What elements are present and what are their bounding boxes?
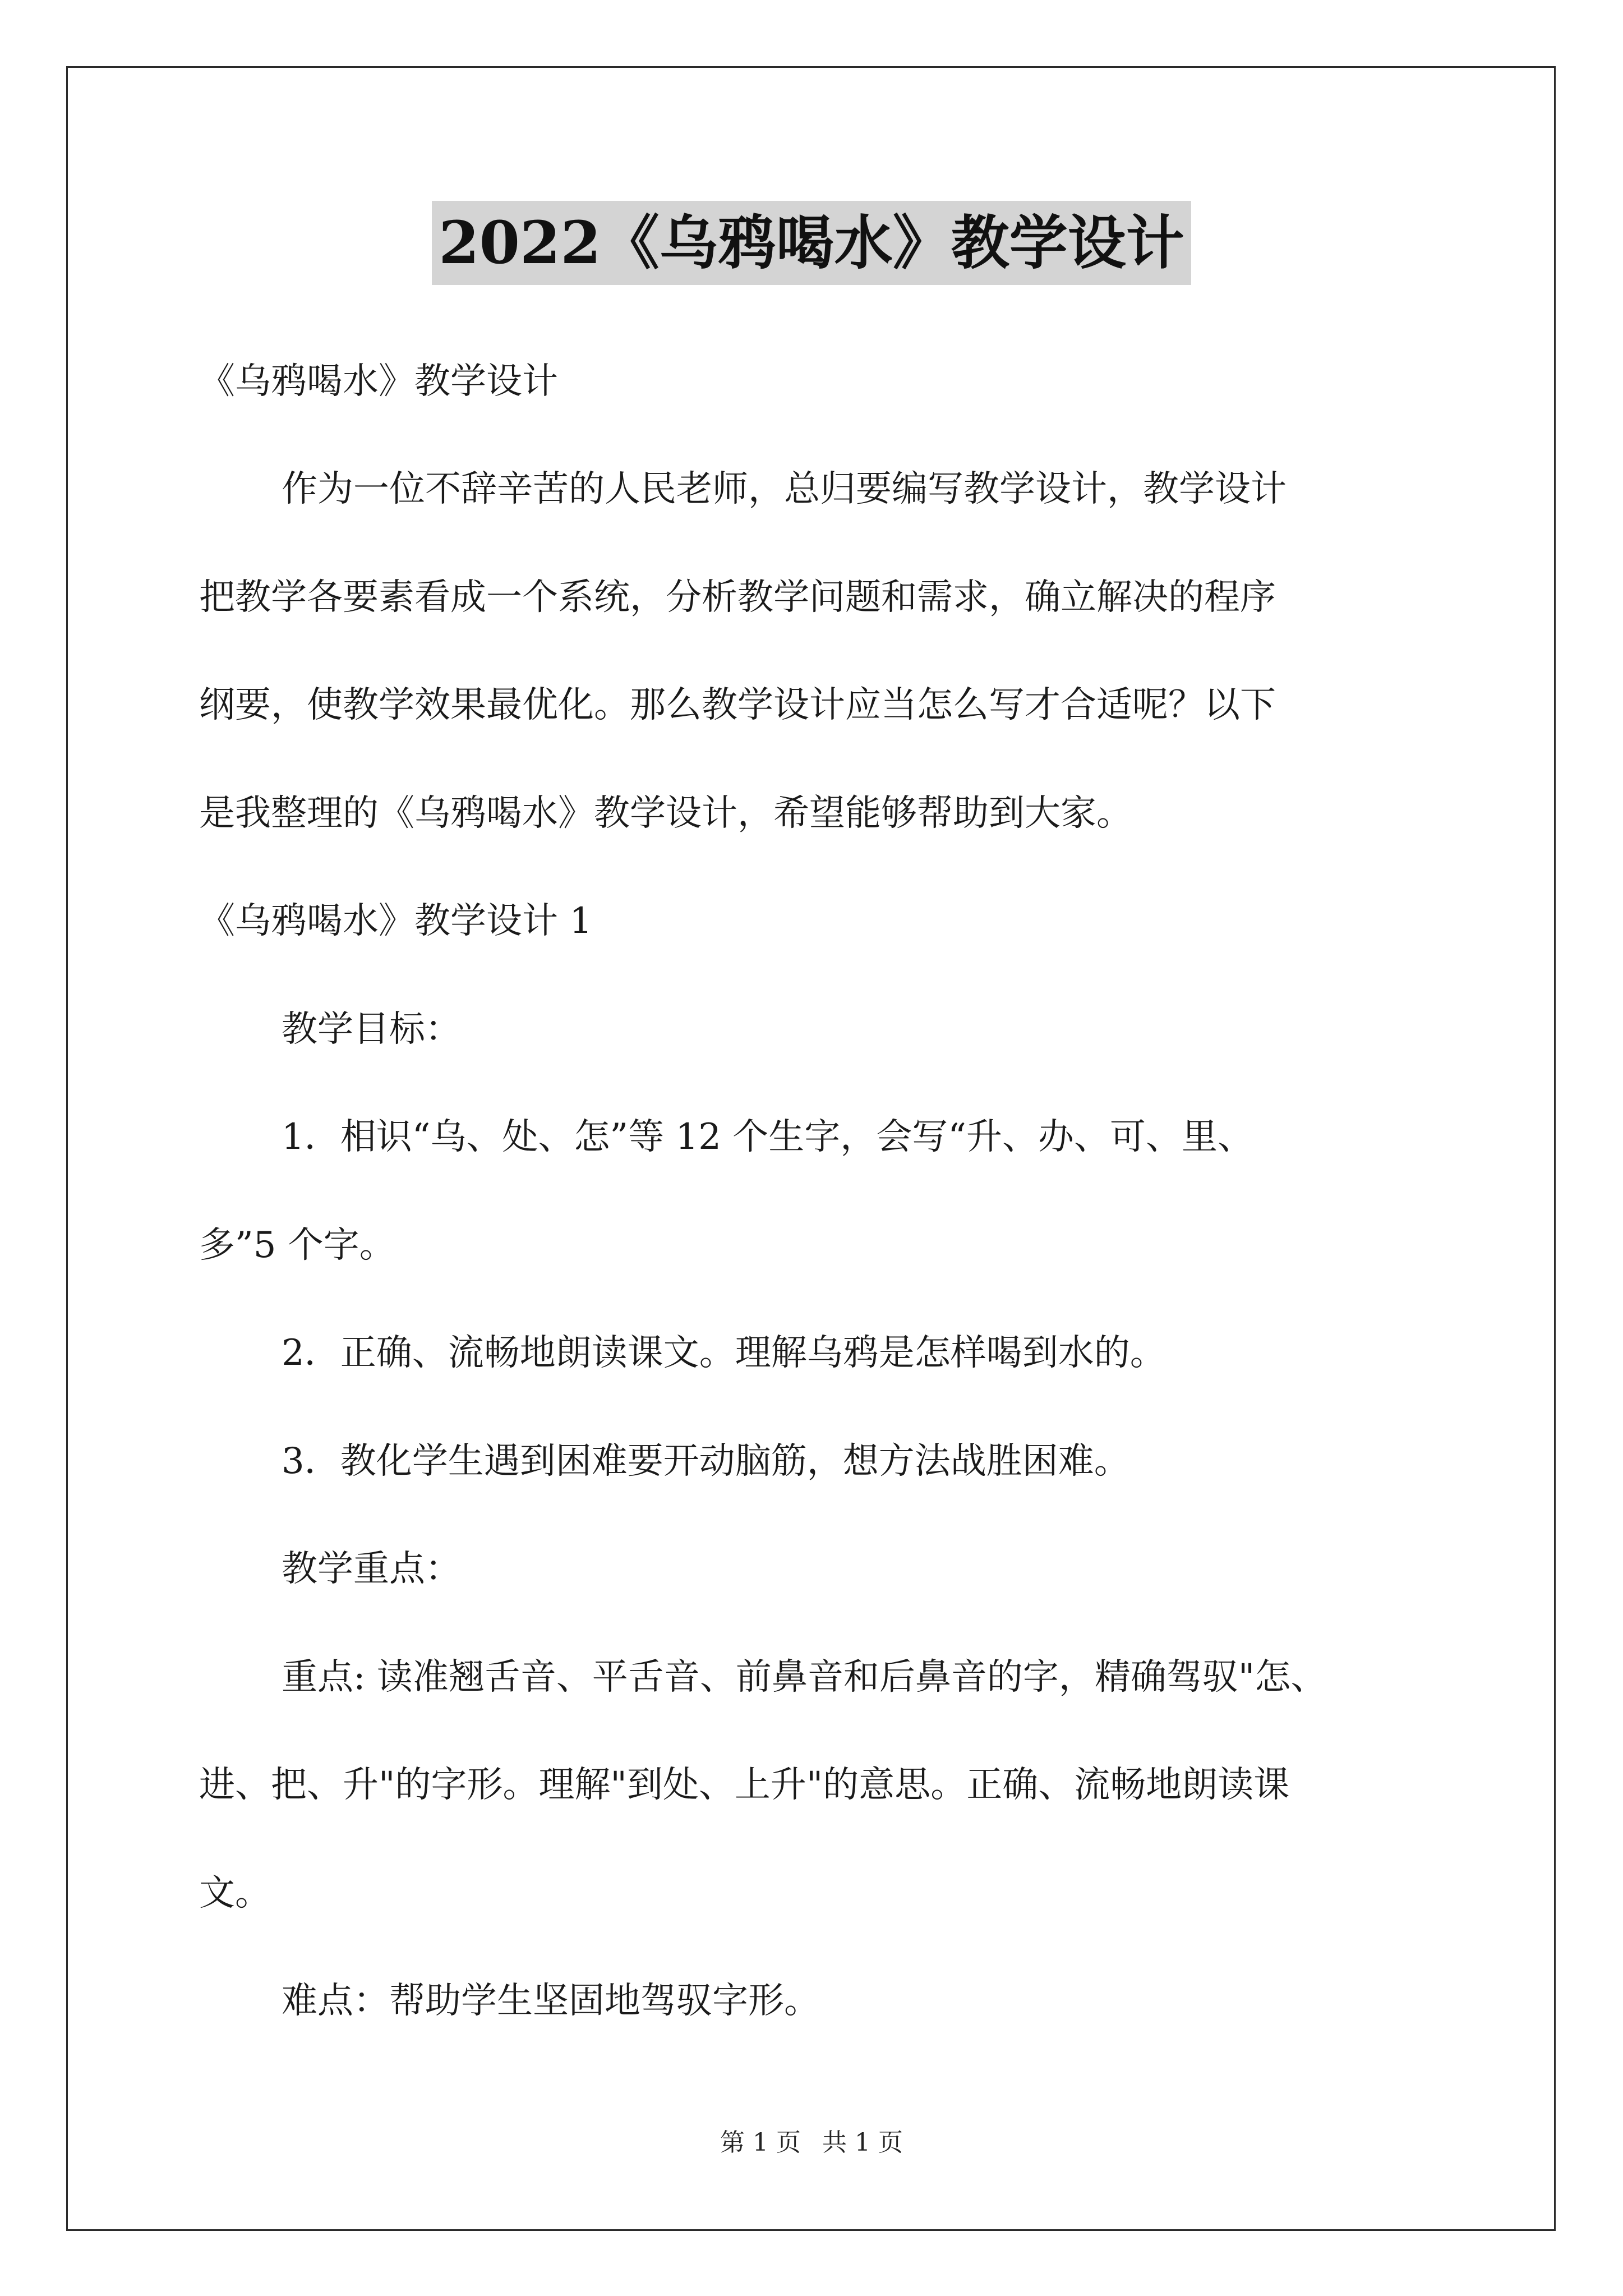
document-title: 2022《乌鸦喝水》教学设计: [432, 201, 1191, 285]
page-total: 共 1 页: [822, 2128, 903, 2157]
body-line: 作为一位不辞辛苦的人民老师，总归要编写教学设计，教学设计: [282, 468, 1287, 510]
body-line: 把教学各要素看成一个系统，分析教学问题和需求，确立解决的程序: [199, 577, 1276, 618]
body-line: 教学目标：: [282, 1009, 461, 1050]
body-line: 2．正确、流畅地朗读课文。理解乌鸦是怎样喝到水的。: [282, 1332, 1166, 1374]
body-line: 多”5 个字。: [199, 1225, 395, 1266]
body-line: 进、把、升"的字形。理解"到处、上升"的意思。正确、流畅地朗读课: [199, 1764, 1290, 1806]
title-container: [0, 201, 1623, 285]
body-line: 3．教化学生遇到困难要开动脑筋，想方法战胜困难。: [282, 1441, 1130, 1482]
page-footer: [0, 2126, 1623, 2160]
body-line: 是我整理的《乌鸦喝水》教学设计，希望能够帮助到大家。: [199, 793, 1132, 834]
body-line: 纲要，使教学效果最优化。那么教学设计应当怎么写才合适呢？以下: [199, 684, 1276, 726]
page-number: 第 1 页: [720, 2128, 801, 2157]
body-line: 文。: [199, 1872, 271, 1914]
body-line: 教学重点：: [282, 1548, 461, 1590]
body-line: 1．相识“乌、处、怎”等 12 个生字，会写“升、办、可、里、: [282, 1116, 1253, 1158]
body-line: 难点：帮助学生坚固地驾驭字形。: [282, 1980, 820, 2022]
section-heading: 《乌鸦喝水》教学设计 1: [199, 900, 593, 942]
body-line: 重点: 读准翘舌音、平舌音、前鼻音和后鼻音的字，精确驾驭"怎、: [282, 1657, 1327, 1698]
subtitle-line: 《乌鸦喝水》教学设计: [199, 361, 558, 402]
